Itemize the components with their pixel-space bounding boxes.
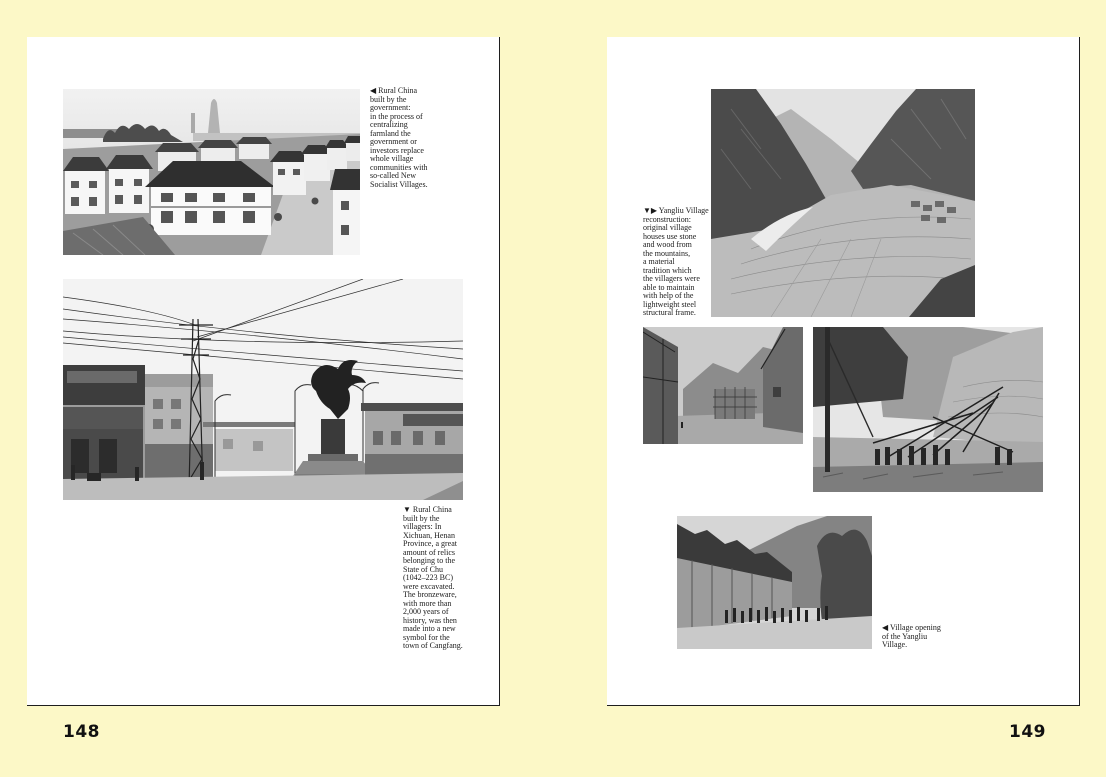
caption-yangliu-reconstruction: ▼▶ Yangliu Village reconstruction: original village houses use stone and wood from the mountains, a material tradition which the villagers were able to maintain with help of the lightweight steel structural frame. (643, 206, 709, 317)
caption-cangfang-bronze-symbol: ▼ Rural China built by the villagers: In Xichuan, Henan Province, a great amount of relics belonging to the State of Chu (1042–223 BC) were excavated. The bronzeware, with more than 2,000 years of history, was then made into a new symbol for the town of Cangfang. (403, 505, 463, 650)
right-page (607, 37, 1080, 706)
left-page (27, 37, 500, 706)
photo-new-socialist-village (63, 89, 360, 255)
right-shop-buildings (361, 403, 463, 479)
corner-building (330, 169, 360, 255)
distant-street (203, 422, 295, 471)
caption-village-opening: ◀ Village opening of the Yangliu Village. (882, 623, 941, 649)
page-number-left: 148 (63, 722, 100, 742)
page-number-right: 149 (1009, 722, 1046, 742)
center-building (713, 387, 757, 419)
photo-steel-frame-raising (813, 327, 1043, 492)
villager (681, 422, 683, 428)
photo-village-opening (677, 516, 872, 649)
left-house-frame (643, 327, 678, 444)
photo-yangliu-valley (711, 89, 975, 317)
caption-new-socialist-village: ◀ Rural China built by the government: in the process of centralizing farmland the government or investors replace whole village communities with so-called New Socialist Villages. (370, 86, 428, 189)
photo-cangfang-street (63, 279, 463, 500)
photo-village-houses (643, 327, 803, 444)
